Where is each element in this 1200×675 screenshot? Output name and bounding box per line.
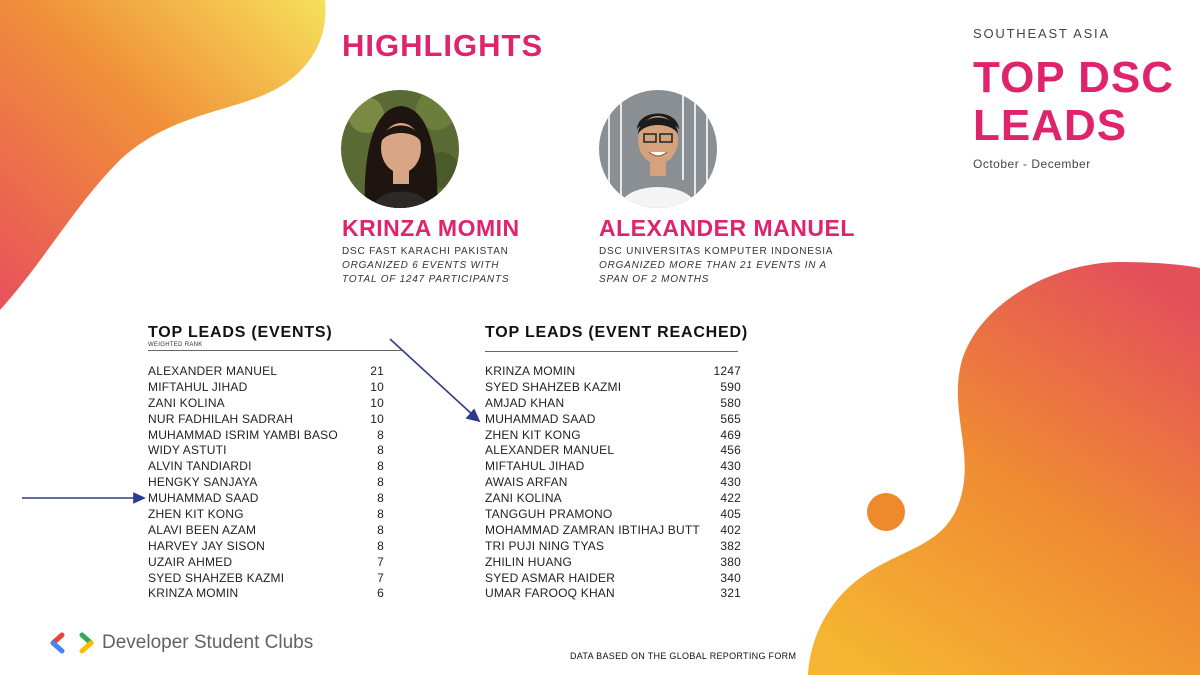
lead-name: ALEXANDER MANUEL <box>148 364 278 378</box>
table-row <box>148 555 384 571</box>
lead-value: 402 <box>720 522 741 537</box>
lead-name: MUHAMMAD ISRIM YAMBI BASO <box>148 427 338 442</box>
lead-name: ZHEN KIT KONG <box>148 507 244 522</box>
region-label: SOUTHEAST ASIA <box>973 26 1110 41</box>
table-row <box>485 586 741 602</box>
lead-value: 7 <box>377 570 384 585</box>
table-row <box>485 364 741 380</box>
avatar-alexander-manuel <box>599 90 717 208</box>
table-row <box>148 571 384 587</box>
arrow-to-reach-row <box>390 339 479 421</box>
lead-name: SYED ASMAR HAIDER <box>485 570 616 585</box>
lead-name: ALAVI BEEN AZAM <box>148 522 257 537</box>
table-row <box>485 475 741 491</box>
lead-name: TANGGUH PRAMONO <box>485 507 613 522</box>
lead-value: 382 <box>720 538 741 553</box>
lead-name: ALVIN TANDIARDI <box>148 459 252 474</box>
events-table-subtitle: WEIGHTED RANK <box>148 342 203 348</box>
highlights-heading: HIGHLIGHTS <box>342 28 544 63</box>
lead-value: 10 <box>370 411 384 426</box>
brand-name: Developer Student Clubs <box>102 632 314 653</box>
lead-name: ZHEN KIT KONG <box>485 427 581 442</box>
table-row <box>148 475 384 491</box>
reach-table-title: TOP LEADS (EVENT REACHED) <box>485 324 748 341</box>
highlight-krinza <box>342 215 522 287</box>
lead-name: ALEXANDER MANUEL <box>485 443 615 458</box>
lead-value: 456 <box>720 443 741 458</box>
logo-icon <box>50 632 94 654</box>
table-row <box>148 428 384 444</box>
table-row <box>148 507 384 523</box>
lead-value: 8 <box>377 475 384 490</box>
events-table-divider <box>148 350 402 351</box>
lead-name: MUHAMMAD SAAD <box>485 411 596 426</box>
lead-name: MIFTAHUL JIHAD <box>148 379 248 394</box>
lead-name: KRINZA MOMIN <box>485 364 576 378</box>
table-row <box>485 412 741 428</box>
lead-value: 21 <box>370 364 384 378</box>
highlight-description: ORGANIZED 6 EVENTS WITH TOTAL OF 1247 PARTICIPANTS <box>342 260 510 285</box>
table-row <box>148 586 384 602</box>
table-row <box>485 380 741 396</box>
page-title: TOP DSC LEADS <box>973 53 1174 150</box>
lead-value: 340 <box>720 570 741 585</box>
lead-name: MOHAMMAD ZAMRAN IBTIHAJ BUTT <box>485 522 700 537</box>
lead-value: 430 <box>720 459 741 474</box>
events-table <box>148 324 402 351</box>
lead-name: ZANI KOLINA <box>485 491 562 506</box>
lead-value: 1247 <box>713 364 741 378</box>
table-row <box>148 539 384 555</box>
lead-value: 10 <box>370 395 384 410</box>
lead-value: 565 <box>720 411 741 426</box>
lead-value: 8 <box>377 491 384 506</box>
lead-value: 8 <box>377 538 384 553</box>
lead-name: AMJAD KHAN <box>485 395 565 410</box>
lead-name: SYED SHAHZEB KAZMI <box>485 379 622 394</box>
table-row <box>485 539 741 555</box>
top-left-blob <box>0 0 326 310</box>
table-row <box>485 571 741 587</box>
table-row <box>148 380 384 396</box>
lead-value: 6 <box>377 586 384 601</box>
table-row <box>485 555 741 571</box>
lead-value: 590 <box>720 379 741 394</box>
lead-value: 430 <box>720 475 741 490</box>
lead-value: 8 <box>377 522 384 537</box>
table-row <box>485 459 741 475</box>
reach-table <box>485 324 748 352</box>
reach-table-divider <box>485 351 738 352</box>
reach-table-rows <box>485 364 741 602</box>
table-row <box>485 491 741 507</box>
brand <box>50 632 313 654</box>
lead-value: 8 <box>377 443 384 458</box>
lead-value: 580 <box>720 395 741 410</box>
table-row <box>148 364 384 380</box>
table-row <box>485 523 741 539</box>
lead-name: ZHILIN HUANG <box>485 554 573 569</box>
lead-value: 422 <box>720 491 741 506</box>
highlight-alexander <box>599 215 855 287</box>
highlight-name: KRINZA MOMIN <box>342 215 520 241</box>
lead-name: ZANI KOLINA <box>148 395 225 410</box>
lead-value: 321 <box>720 586 741 601</box>
lead-name: WIDY ASTUTI <box>148 443 227 458</box>
orange-dot <box>867 493 905 531</box>
table-row <box>485 428 741 444</box>
lead-value: 10 <box>370 379 384 394</box>
highlight-chapter: DSC UNIVERSITAS KOMPUTER INDONESIA <box>599 246 834 257</box>
highlight-chapter: DSC FAST KARACHI PAKISTAN <box>342 246 509 257</box>
table-row <box>148 396 384 412</box>
bottom-right-blob <box>808 262 1200 675</box>
lead-name: AWAIS ARFAN <box>485 475 568 490</box>
data-source-note: DATA BASED ON THE GLOBAL REPORTING FORM <box>570 651 797 661</box>
lead-name: UZAIR AHMED <box>148 554 233 569</box>
table-row <box>148 459 384 475</box>
table-row <box>485 443 741 459</box>
events-table-rows <box>148 364 384 602</box>
lead-value: 380 <box>720 554 741 569</box>
table-row <box>148 523 384 539</box>
arrow-to-events-row <box>22 494 144 503</box>
lead-value: 8 <box>377 427 384 442</box>
lead-name: SYED SHAHZEB KAZMI <box>148 570 285 585</box>
avatar-krinza-momin <box>341 90 459 208</box>
lead-value: 8 <box>377 507 384 522</box>
events-table-title: TOP LEADS (EVENTS) <box>148 324 333 341</box>
highlight-name: ALEXANDER MANUEL <box>599 215 855 241</box>
lead-value: 8 <box>377 459 384 474</box>
lead-name: TRI PUJI NING TYAS <box>485 538 605 553</box>
highlight-description: ORGANIZED MORE THAN 21 EVENTS IN A SPAN OF 2 MONTHS <box>599 260 827 285</box>
table-row <box>148 443 384 459</box>
lead-value: 469 <box>720 427 741 442</box>
lead-value: 7 <box>377 554 384 569</box>
lead-name: HARVEY JAY SISON <box>148 538 266 553</box>
lead-name: MUHAMMAD SAAD <box>148 491 259 506</box>
lead-name: KRINZA MOMIN <box>148 586 239 601</box>
lead-name: UMAR FAROOQ KHAN <box>485 586 615 601</box>
period-label: October - December <box>973 157 1091 171</box>
table-row <box>485 507 741 523</box>
table-row <box>148 412 384 428</box>
lead-name: NUR FADHILAH SADRAH <box>148 411 294 426</box>
lead-name: HENGKY SANJAYA <box>148 475 258 490</box>
table-row <box>148 491 384 507</box>
lead-name: MIFTAHUL JIHAD <box>485 459 585 474</box>
table-row <box>485 396 741 412</box>
lead-value: 405 <box>720 507 741 522</box>
